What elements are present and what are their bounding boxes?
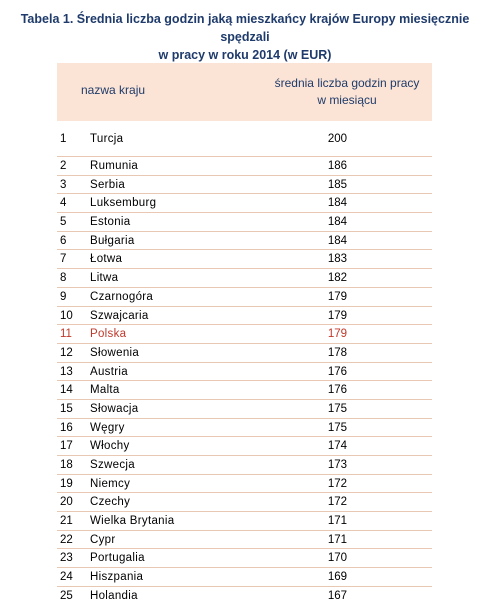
row-value: 176 [327,365,347,378]
row-country: Hiszpania [90,571,144,584]
table-row [57,288,432,307]
row-rank: 24 [60,571,73,584]
table-row [57,419,432,438]
row-value: 175 [327,421,347,434]
row-country: Estonia [90,216,131,229]
table-row [57,381,432,400]
row-rank: 1 [60,133,67,145]
row-rank: 12 [60,346,73,359]
row-rank: 21 [60,515,73,528]
row-rank: 7 [60,253,67,266]
hours-table [57,63,432,600]
row-value: 171 [327,533,347,546]
row-value: 169 [327,571,347,584]
row-rank: 3 [60,178,67,191]
table-title [0,10,490,64]
row-value: 179 [327,328,347,341]
row-value: 167 [327,589,347,600]
row-value: 179 [327,290,347,303]
row-value: 170 [327,552,347,565]
table-row [57,475,432,494]
row-country: Luksemburg [90,197,157,210]
row-country: Szwajcaria [90,309,149,322]
table-row [57,157,432,176]
row-value: 184 [327,234,347,247]
row-rank: 18 [60,459,73,471]
row-value: 200 [327,133,347,145]
row-rank: 25 [60,589,73,600]
table-title-line-2: w pracy w roku 2014 (w EUR) [158,48,332,62]
table-row [57,437,432,456]
row-country: Serbia [90,178,126,191]
row-value: 172 [327,496,347,509]
table-row [57,307,432,326]
table-row [57,531,432,550]
table-row [57,587,432,600]
row-rank: 4 [60,197,67,210]
row-value: 173 [327,459,347,471]
table-row [57,325,432,344]
row-country: Turcja [90,133,124,145]
row-country: Bułgaria [90,234,135,247]
header-value [262,75,432,109]
row-value: 185 [327,178,347,191]
table-row [57,493,432,512]
row-rank: 2 [60,160,67,172]
table-row [57,456,432,475]
row-value: 174 [327,440,347,453]
row-country: Holandia [90,589,138,600]
row-country: Włochy [90,440,130,453]
row-country: Rumunia [90,160,139,172]
header-value-line-1: średnia liczba godzin pracy [274,76,420,90]
header-value-line-2: w miesiącu [317,93,377,107]
row-value: 184 [327,216,347,229]
table-row [57,121,432,157]
table-row [57,176,432,195]
row-rank: 19 [60,477,73,490]
table-row [57,344,432,363]
row-country: Czarnogóra [90,290,154,303]
row-rank: 23 [60,552,73,565]
row-rank: 20 [60,496,73,509]
row-rank: 6 [60,234,67,247]
row-country: Słowenia [90,346,140,359]
row-value: 172 [327,477,347,490]
row-value: 176 [327,384,347,397]
table-row [57,194,432,213]
table-row [57,549,432,568]
row-country: Szwecja [90,459,135,471]
row-value: 183 [327,253,347,266]
row-value: 182 [327,272,347,285]
table-row [57,568,432,587]
row-country: Portugalia [90,552,145,565]
row-rank: 10 [60,309,73,322]
header-country: nazwa kraju [81,83,146,97]
row-rank: 14 [60,384,73,397]
row-rank: 11 [60,328,72,341]
row-country: Austria [90,365,128,378]
table-row [57,400,432,419]
row-rank: 15 [60,402,73,415]
row-country: Łotwa [90,253,123,266]
table-row [57,512,432,531]
row-value: 184 [327,197,347,210]
row-value: 186 [327,160,347,172]
row-rank: 5 [60,216,67,229]
row-rank: 22 [60,533,73,546]
row-value: 175 [327,402,347,415]
row-value: 178 [327,346,347,359]
table-row [57,213,432,232]
table-body [57,121,432,600]
row-country: Słowacja [90,402,139,415]
row-value: 171 [327,515,347,528]
table-title-line-1: Tabela 1. Średnia liczba godzin jaką mieszkańcy krajów Europy miesięcznie spędzali [20,12,470,44]
row-rank: 8 [60,272,67,285]
row-country: Czechy [90,496,131,509]
row-country: Malta [90,384,120,397]
row-country: Polska [90,328,127,341]
table-header [57,63,432,121]
row-rank: 13 [60,365,73,378]
row-country: Niemcy [90,477,131,490]
row-rank: 17 [60,440,73,453]
row-value: 179 [327,309,347,322]
row-rank: 16 [60,421,73,434]
table-row [57,363,432,382]
row-country: Litwa [90,272,119,285]
table-row [57,232,432,251]
row-country: Węgry [90,421,125,434]
row-rank: 9 [60,290,67,303]
table-row [57,269,432,288]
row-country: Cypr [90,533,116,546]
row-country: Wielka Brytania [90,515,175,528]
table-row [57,250,432,269]
